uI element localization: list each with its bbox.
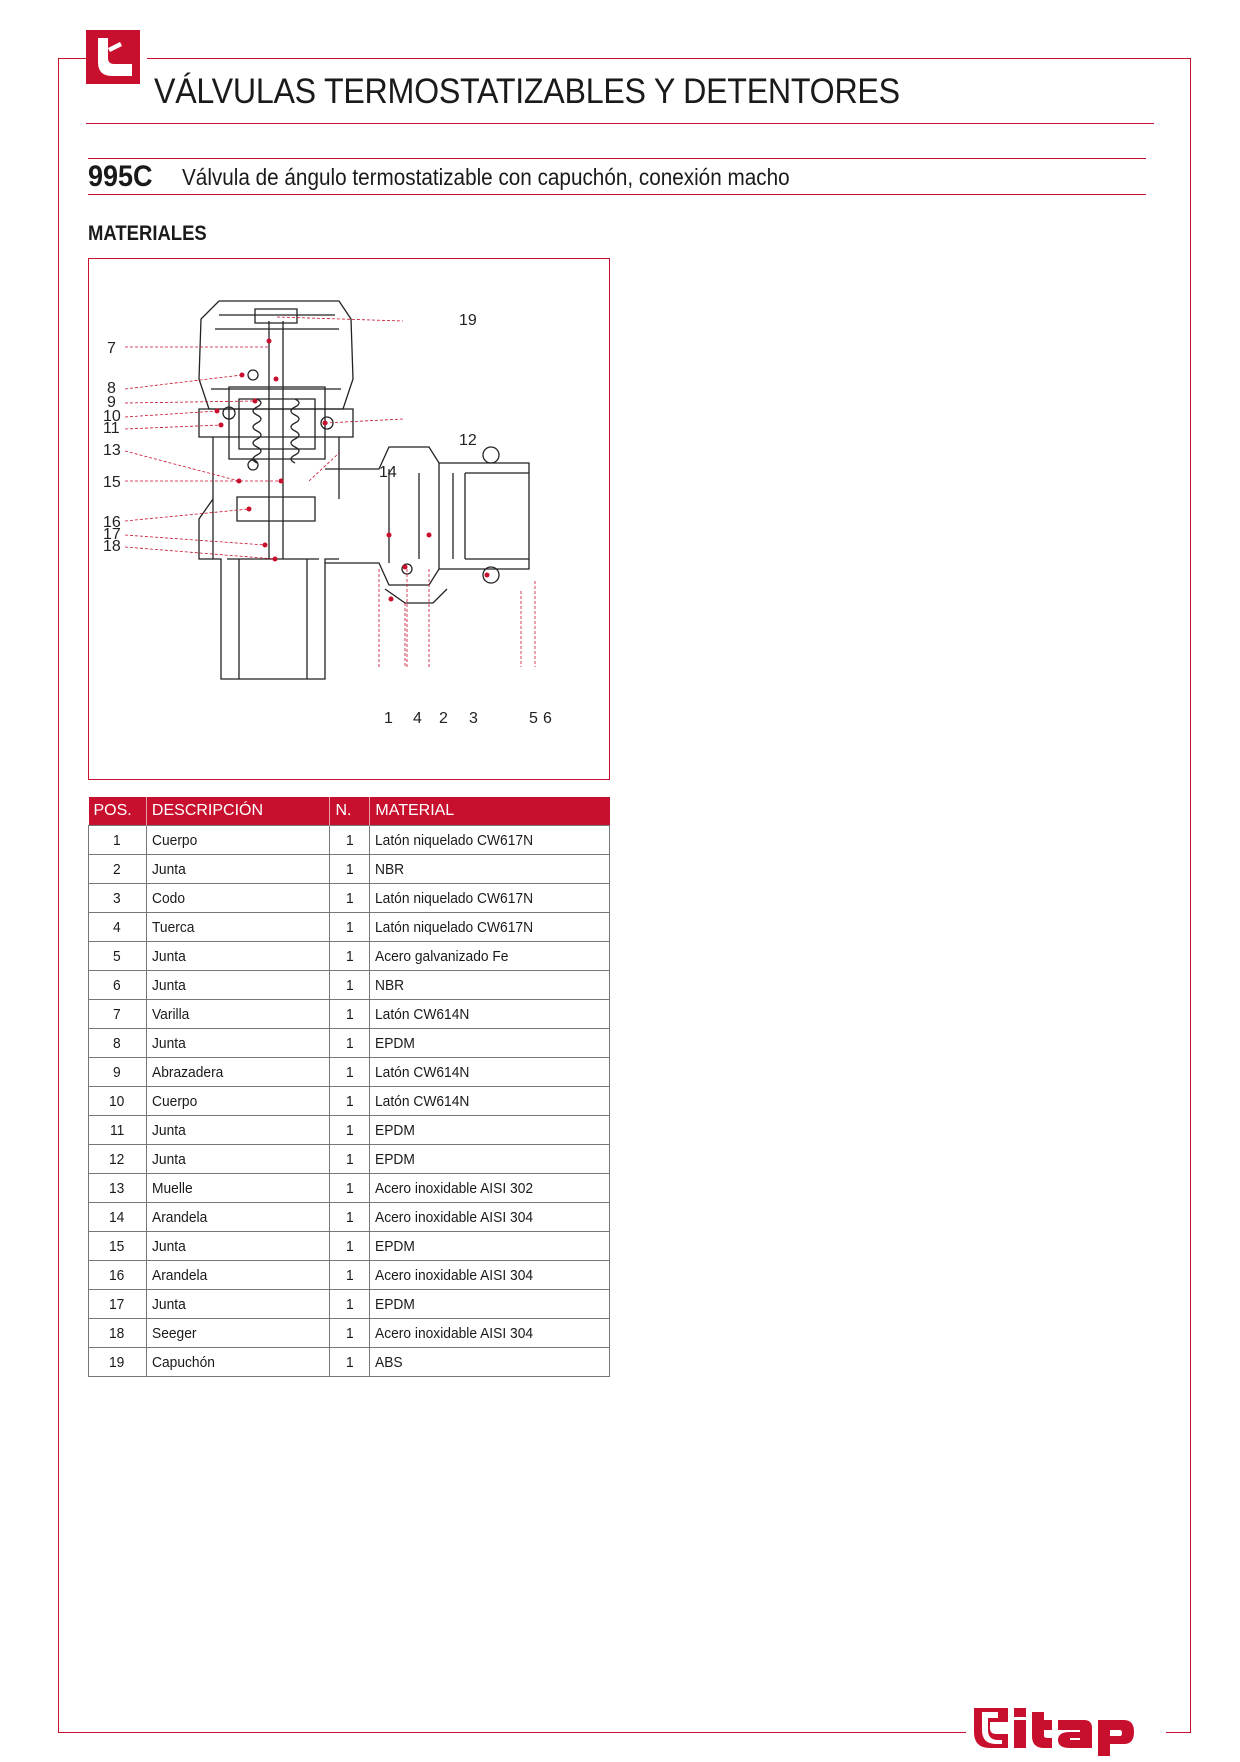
cell-n: 1 — [330, 1348, 370, 1377]
cell-n: 1 — [330, 1203, 370, 1232]
cell-material: Latón CW614N — [370, 1000, 610, 1029]
cell-n: 1 — [330, 1319, 370, 1348]
cell-pos: 5 — [89, 942, 147, 971]
callout-14: 14 — [379, 464, 397, 481]
table-row — [89, 1203, 610, 1232]
table-header-row — [89, 797, 610, 826]
callout-18: 18 — [103, 538, 121, 555]
cell-descripcion: Seeger — [146, 1319, 330, 1348]
callout-6: 6 — [543, 710, 552, 727]
cell-pos: 1 — [89, 826, 147, 855]
cell-n: 1 — [330, 942, 370, 971]
callout-19: 19 — [459, 312, 477, 329]
frame-bottom-line — [58, 1732, 966, 1733]
cell-pos: 13 — [89, 1174, 147, 1203]
cell-descripcion: Arandela — [146, 1203, 330, 1232]
callout-13: 13 — [103, 442, 121, 459]
callout-11: 11 — [103, 420, 120, 437]
table-row — [89, 855, 610, 884]
cell-pos: 11 — [89, 1116, 147, 1145]
cell-material: Acero inoxidable AISI 304 — [370, 1261, 610, 1290]
cell-descripcion: Junta — [146, 1116, 330, 1145]
cell-n: 1 — [330, 1058, 370, 1087]
cell-descripcion: Junta — [146, 971, 330, 1000]
cell-descripcion: Arandela — [146, 1261, 330, 1290]
cell-descripcion: Junta — [146, 942, 330, 971]
table-row — [89, 913, 610, 942]
cell-n: 1 — [330, 913, 370, 942]
cell-descripcion: Cuerpo — [146, 826, 330, 855]
cell-pos: 18 — [89, 1319, 147, 1348]
cell-n: 1 — [330, 1261, 370, 1290]
table-body — [89, 826, 610, 1377]
cell-material: Latón niquelado CW617N — [370, 913, 610, 942]
table-row — [89, 1087, 610, 1116]
table-row — [89, 1319, 610, 1348]
callout-15: 15 — [103, 474, 121, 491]
cell-material: EPDM — [370, 1145, 610, 1174]
cell-material: NBR — [370, 971, 610, 1000]
cell-material: Acero inoxidable AISI 304 — [370, 1203, 610, 1232]
cell-pos: 17 — [89, 1290, 147, 1319]
cell-pos: 15 — [89, 1232, 147, 1261]
cell-n: 1 — [330, 1000, 370, 1029]
callout-9: 9 — [107, 394, 116, 411]
cell-pos: 14 — [89, 1203, 147, 1232]
cell-descripcion: Cuerpo — [146, 1087, 330, 1116]
cell-pos: 16 — [89, 1261, 147, 1290]
table-row — [89, 1348, 610, 1377]
header-rule — [86, 123, 1154, 124]
cell-descripcion: Junta — [146, 1145, 330, 1174]
cell-pos: 9 — [89, 1058, 147, 1087]
cell-material: Latón CW614N — [370, 1087, 610, 1116]
product-description: Válvula de ángulo termostatizable con capuchón, conexión macho — [182, 164, 790, 190]
table-row — [89, 1232, 610, 1261]
cell-pos: 6 — [89, 971, 147, 1000]
header-descripcion: DESCRIPCIÓN — [146, 797, 330, 826]
cell-material: EPDM — [370, 1029, 610, 1058]
frame-top-line — [147, 58, 1191, 59]
callout-5: 5 — [529, 710, 538, 727]
table-row — [89, 884, 610, 913]
table-row — [89, 1290, 610, 1319]
cell-descripcion: Abrazadera — [146, 1058, 330, 1087]
frame-bottom-right-line — [1166, 1732, 1191, 1733]
cell-material: EPDM — [370, 1232, 610, 1261]
header-pos: POS. — [89, 797, 147, 826]
cell-pos: 7 — [89, 1000, 147, 1029]
itap-logo — [968, 1702, 1164, 1762]
table-row — [89, 1116, 610, 1145]
cell-n: 1 — [330, 855, 370, 884]
callout-1: 1 — [384, 710, 393, 727]
cell-descripcion: Muelle — [146, 1174, 330, 1203]
cell-n: 1 — [330, 1029, 370, 1058]
callout-17: 17 — [103, 526, 121, 543]
cell-descripcion: Tuerca — [146, 913, 330, 942]
header-n: N. — [330, 797, 370, 826]
cell-material: Latón CW614N — [370, 1058, 610, 1087]
cell-pos: 4 — [89, 913, 147, 942]
product-rule-top — [88, 158, 1146, 159]
cell-descripcion: Junta — [146, 1290, 330, 1319]
cell-material: Acero inoxidable AISI 304 — [370, 1319, 610, 1348]
product-code: 995C — [88, 160, 153, 193]
cell-pos: 10 — [89, 1087, 147, 1116]
cell-material: Acero inoxidable AISI 302 — [370, 1174, 610, 1203]
valve-cross-section-drawing — [88, 258, 610, 780]
callout-3: 3 — [469, 710, 478, 727]
cell-descripcion: Junta — [146, 1232, 330, 1261]
cell-descripcion: Varilla — [146, 1000, 330, 1029]
callout-2: 2 — [439, 710, 448, 727]
table-row — [89, 1058, 610, 1087]
frame-left-top-line — [58, 58, 86, 59]
page-title: VÁLVULAS TERMOSTATIZABLES Y DETENTORES — [154, 72, 900, 111]
cell-n: 1 — [330, 1174, 370, 1203]
table-row — [89, 971, 610, 1000]
cell-material: NBR — [370, 855, 610, 884]
cell-n: 1 — [330, 971, 370, 1000]
table-row — [89, 1029, 610, 1058]
cell-n: 1 — [330, 1232, 370, 1261]
cell-n: 1 — [330, 1290, 370, 1319]
table-row — [89, 1174, 610, 1203]
cell-pos: 3 — [89, 884, 147, 913]
materials-table — [88, 797, 610, 1377]
corner-logo-icon — [86, 30, 140, 84]
callout-10: 10 — [103, 408, 121, 425]
valve-drawing-svg — [89, 259, 611, 781]
cell-n: 1 — [330, 1087, 370, 1116]
cell-pos: 19 — [89, 1348, 147, 1377]
cell-descripcion: Junta — [146, 855, 330, 884]
cell-material: Acero galvanizado Fe — [370, 942, 610, 971]
cell-descripcion: Codo — [146, 884, 330, 913]
frame-right-line — [1190, 58, 1191, 1732]
callout-4: 4 — [413, 710, 422, 727]
product-rule-bottom — [88, 194, 1146, 195]
cell-descripcion: Capuchón — [146, 1348, 330, 1377]
cell-n: 1 — [330, 884, 370, 913]
cell-pos: 8 — [89, 1029, 147, 1058]
cell-descripcion: Junta — [146, 1029, 330, 1058]
callout-7: 7 — [107, 340, 116, 357]
cell-n: 1 — [330, 1145, 370, 1174]
cell-n: 1 — [330, 1116, 370, 1145]
section-title: MATERIALES — [88, 222, 207, 245]
cell-material: ABS — [370, 1348, 610, 1377]
cell-pos: 2 — [89, 855, 147, 884]
table-row — [89, 1261, 610, 1290]
table-row — [89, 942, 610, 971]
callout-16: 16 — [103, 514, 121, 531]
cell-material: Latón niquelado CW617N — [370, 884, 610, 913]
table-row — [89, 1145, 610, 1174]
table-row — [89, 826, 610, 855]
cell-material: Latón niquelado CW617N — [370, 826, 610, 855]
cell-n: 1 — [330, 826, 370, 855]
cell-material: EPDM — [370, 1290, 610, 1319]
header-material: MATERIAL — [370, 797, 610, 826]
callout-8: 8 — [107, 380, 116, 397]
callout-12: 12 — [459, 432, 477, 449]
cell-pos: 12 — [89, 1145, 147, 1174]
table-row — [89, 1000, 610, 1029]
frame-left-line — [58, 58, 59, 1732]
cell-material: EPDM — [370, 1116, 610, 1145]
